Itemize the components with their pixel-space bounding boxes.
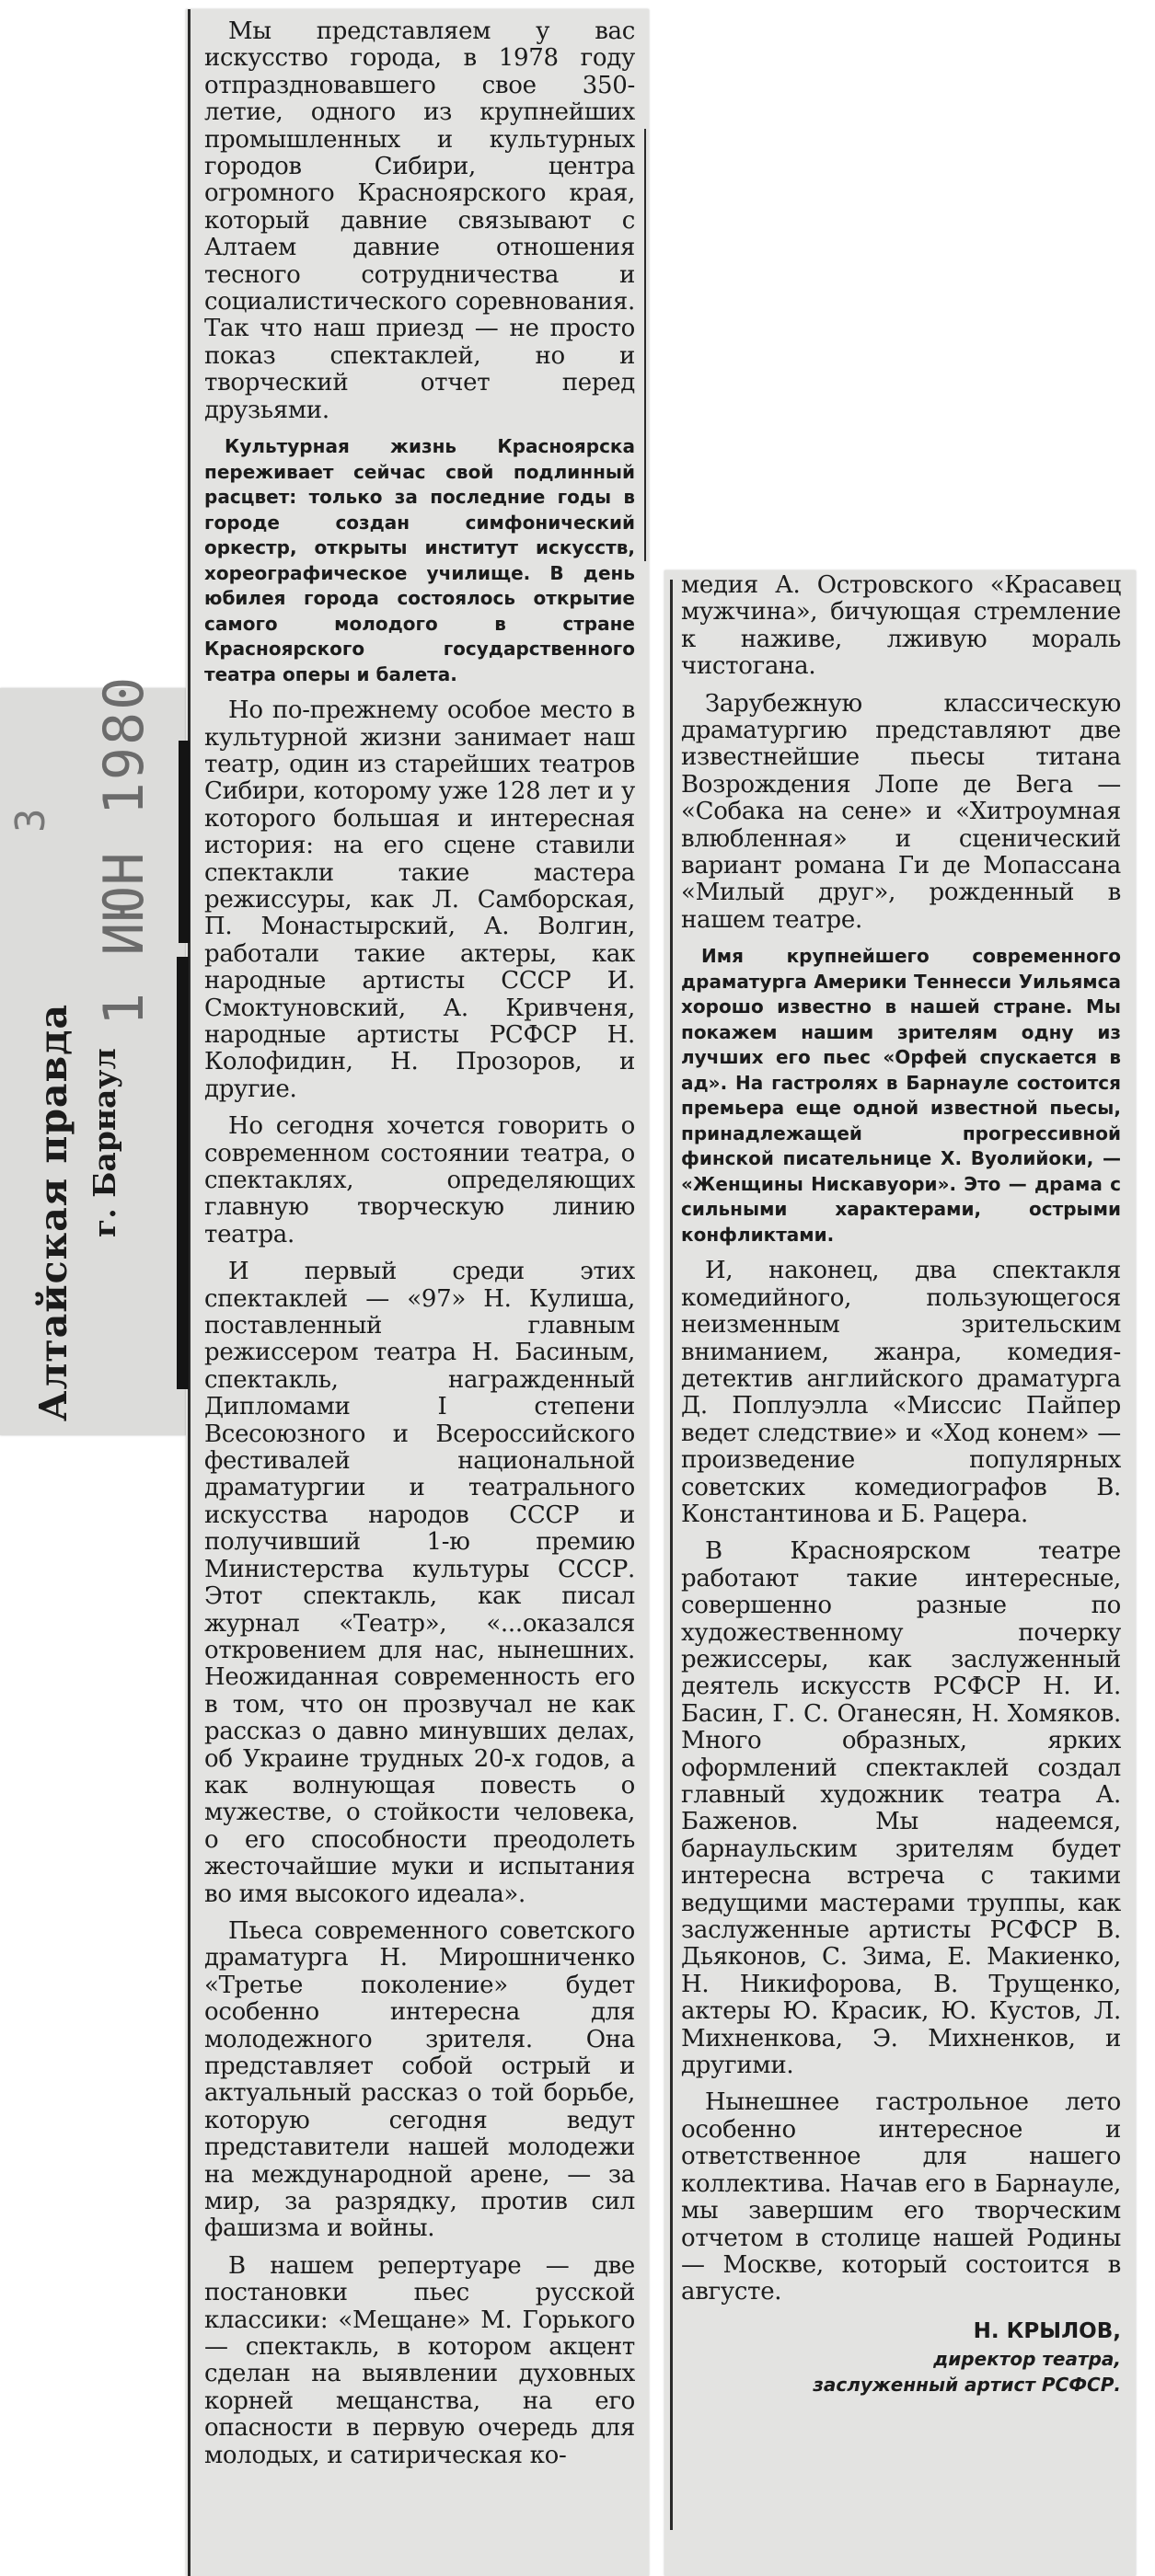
date-stamp: 1 ИЮН 1980 <box>92 674 156 1026</box>
paragraph: В Красноярском театре работают такие интересные, совершенно разные по художественному почерку режиссеры, как заслуженный деятель искусств РСФСР Н. И. Басин, Г. С. Оганесян, Н. Хомяков. Много образных, ярких оформлений спектаклей создал главный художник театра А. Баженов. Мы надеемся, барнаульским зрителям будет интересна встреча с такими ведущими мастерами труппы, как заслуженные артисты РСФСР В. Дьяконов, С. Зима, Е. Макиенко, Н. Никифорова, В. Трущенко, актеры Ю. Красик, Ю. Кустов, Л. Михненкова, Э. Михненков, и другими. <box>681 1537 1121 2080</box>
column-rule <box>644 129 646 561</box>
paragraph-bold: Имя крупнейшего современного драматурга Америки Теннесси Уильямса хорошо известно в нашей стране. Мы покажем нашим зрителям одну из лучших его пьес «Орфей спускается в ад». На гастролях в Барнауле состоится премьера еще одной известной пьесы, принадлежащей прогрессивной финской писательнице Х. Вуолийоки, — «Женщины Нискавуори». Это — драма с сильными характерами, острыми конфликтами. <box>681 945 1121 1246</box>
paste-bar <box>177 957 189 1389</box>
paragraph: Зарубежную классическую драматургию представляют две известнейшие пьесы титана Возрождения Лопе де Вега — «Собака на сене» и «Хитроумная влюбленная» и сценический вариант романа Ги де Мопассана «Милый друг», рожденный в нашем театре. <box>681 689 1121 934</box>
paragraph: И, наконец, два спектакля комедийного, пользующегося неизменным зрительским вниманием, жанра, комедия-детектив английского драматурга Д. Поплуэлла «Миссис Пайпер ведет следствие» и «Ход конем» — произведение популярных советских комедиографов В. Константинова и Б. Рацера. <box>681 1257 1121 1528</box>
paste-bar <box>179 741 190 943</box>
paragraph: Но по-прежнему особое место в культурной жизни занимает наш театр, один из старейших театров Сибири, которому уже 128 лет и у которого большая и интересная история: на его сцене ставили спектакли такие мастера режиссуры, как Л. Самборская, П. Монастырский, А. Волгин, работали такие актеры, как народные артисты СССР И. Смоктуновский, А. Кривченя, народные артисты РСФСР Н. Колофидин, Н. Прозоров, и другие. <box>204 696 635 1103</box>
signature-title: директор театра, <box>933 2347 1121 2370</box>
paragraph: медия А. Островского «Красавец мужчина», бичующая стремление к наживе, лживую мораль чистогана. <box>681 571 1121 681</box>
paragraph: В нашем репертуаре — две постановки пьес русской классики: «Мещане» М. Горького — спектакль, в котором акцент сделан на выявлении духовных корней мещанства, на его опасности в первую очередь для молодых, и сатирическая ко- <box>204 2251 635 2469</box>
newspaper-title: Алтайская правда <box>31 1003 75 1421</box>
paragraph: Мы представляем у вас искусство города, в 1978 году отпраздновавшего свое 350-летие, одного из крупнейших промышленных и культурных городов Сибири, центра огромного Красноярского края, который давние связывают с Алтаем давние отношения тесного сотрудничества и социалистического соревнования. Так что наш приезд — не просто показ спектаклей, но и творческий отчет перед друзьями. <box>204 17 635 424</box>
paragraph: Нынешнее гастрольное лето особенно интересное и ответственное для нашего коллектива. Начав его в Барнауле, мы завершим его творческим отчетом в столице нашей Родины — Москве, который состоится в августе. <box>681 2088 1121 2306</box>
article-column-left <box>204 18 635 2479</box>
paragraph-bold: Культурная жизнь Красноярска переживает сейчас свой подлинный расцвет: только за последние годы в городе создан симфонический оркестр, открыты институт искусств, хореографическое училище. В день юбилея города состоялось открытие самого молодого в стране Красноярского государственного театра оперы и балета. <box>204 435 635 685</box>
newspaper-city: г. Барнаул <box>87 1048 122 1237</box>
signature-honor: заслуженный артист РСФСР. <box>813 2373 1121 2396</box>
stamp-fragment: 3 <box>7 808 54 833</box>
article-column-right <box>681 572 1121 2398</box>
signature <box>681 2317 1121 2398</box>
paragraph: И первый среди этих спектаклей — «97» Н. Кулиша, поставленный главным режиссером театра Н. Басиным, спектакль, награжденный Дипломами I степени Всесоюзного и Всероссийского фестивалей национальной драматургии и театрального искусства народов СССР и получивший 1-ю премию Министерства культуры СССР. Этот спектакль, как писал журнал «Театр», «...оказался откровением для нас, нынешних. Неожиданная современность его в том, что он прозвучал не как рассказ о давно минувших делах, об Украине трудных 20-х годов, а как волнующая повесть о мужестве, о стойкости человека, о его способности преодолеть жесточайшие муки и испытания во имя высокого идеала». <box>204 1258 635 1908</box>
paragraph: Но сегодня хочется говорить о современном состоянии театра, о спектаклях, определяющих главную творческую линию театра. <box>204 1112 635 1248</box>
signature-name: Н. КРЫЛОВ, <box>973 2318 1121 2343</box>
right-column-rule <box>670 580 673 2530</box>
paragraph: Пьеса современного советского драматурга Н. Мирошниченко «Третье поколение» будет особенно интересна для молодежного зрителя. Она представляет собой острый и актуальный рассказ о той борьбе, которую сегодня ведут представители нашей молодежи на международной арене, — за мир, за разрядку, против сил фашизма и войны. <box>204 1916 635 2243</box>
